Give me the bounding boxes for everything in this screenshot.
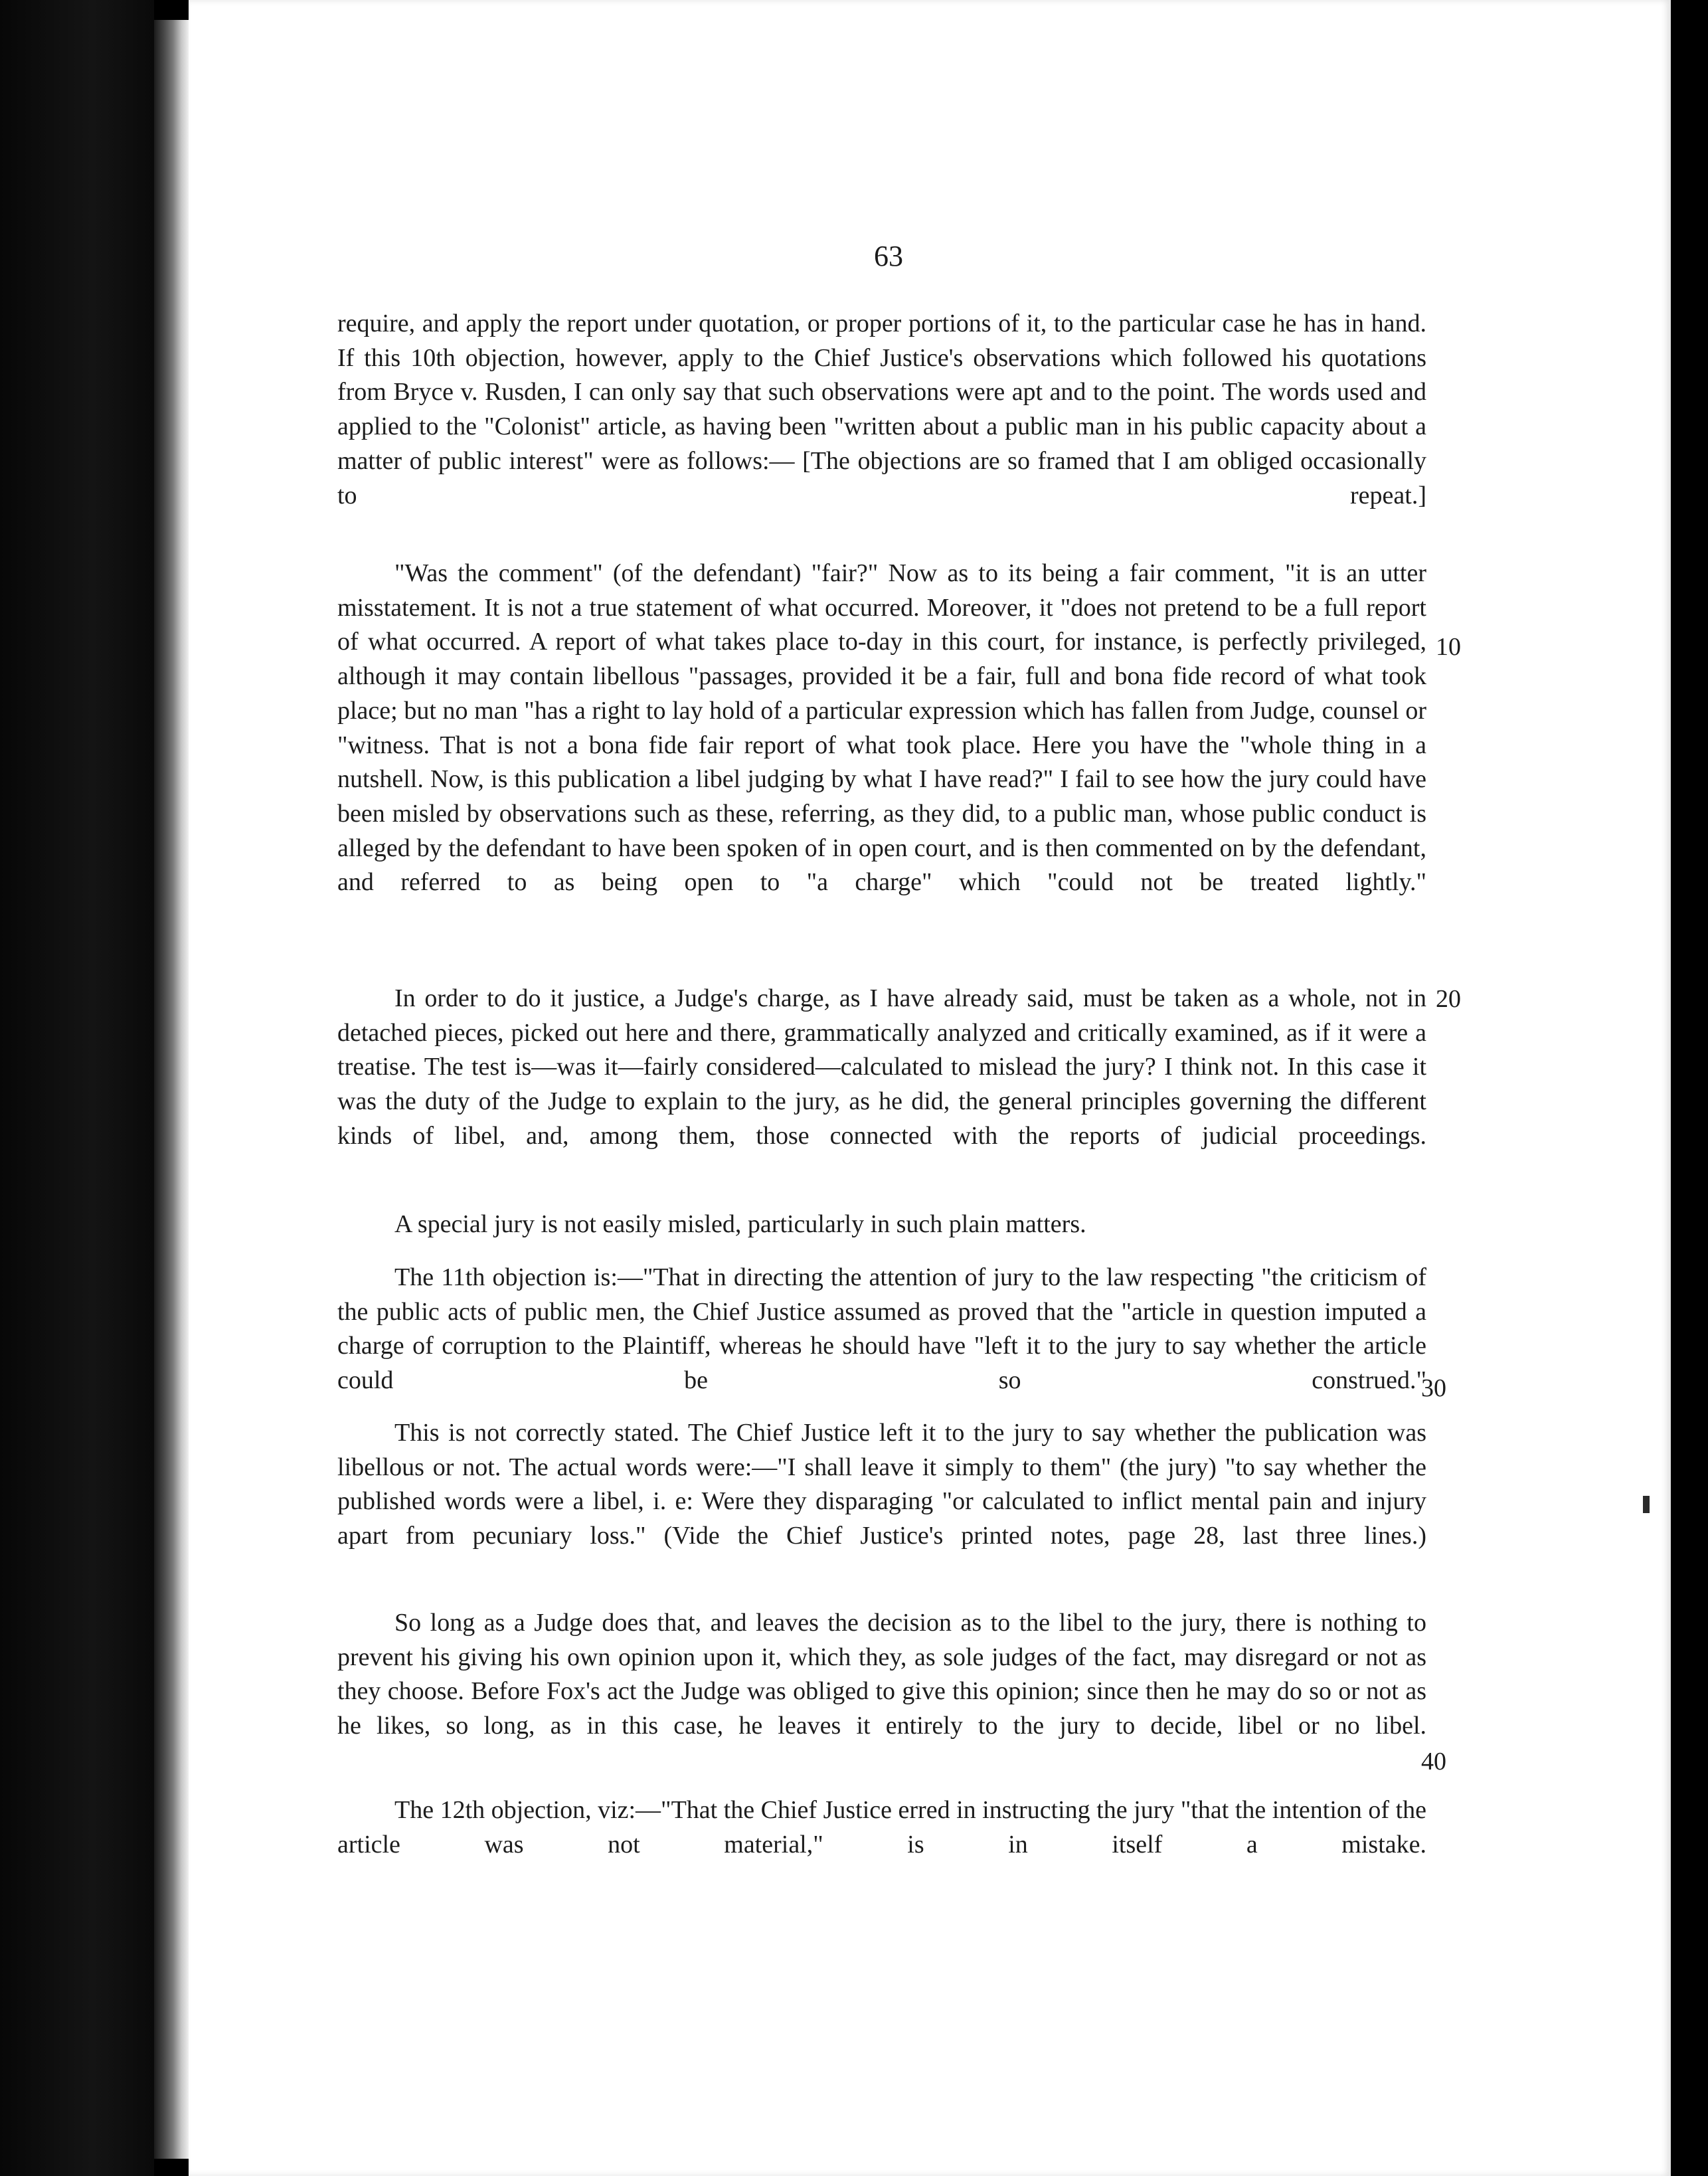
line-number-20: 20 bbox=[1436, 985, 1461, 1013]
line-number-10: 10 bbox=[1436, 633, 1461, 661]
paragraph-3: In order to do it justice, a Judge's charge, as I have already said, must be taken as a whole, not in detached pieces, picked out here and there, grammatically analyzed and critically examined, as if it were a treatise. The test is—was it—fairly considered—calculated to mislead the jury? I think not. In this case it was the duty of the Judge to explain to the jury, as he did, the general principles governing the different kinds of libel, and, among them, those connected with the reports of judicial proceedings. bbox=[337, 984, 1426, 1150]
page-number: 63 bbox=[874, 240, 903, 272]
scan-left-margin bbox=[0, 0, 154, 2176]
book-spine-shadow bbox=[154, 20, 189, 2159]
paragraph-7: So long as a Judge does that, and leaves the decision as to the libel to the jury, there is nothing to prevent his giving his own opinion upon it, which they, as sole judges of the fact, may disregard or not as they choose. Before Fox's act the Judge was obliged to give this opinion; since then he may do so or not as he likes, so long, as in this case, he leaves it entirely to the jury to decide, libel or no libel. bbox=[337, 1609, 1426, 1740]
paragraph-1: require, and apply the report under quotation, or proper portions of it, to the particular case he has in hand. If this 10th objection, however, apply to the Chief Justice's observations which followed his quotations from Bryce v. Rusden, I can only say that such observations were apt and to the point. The words used and applied to the "Colonist" article, as having been "written about a public man in his public capacity about a matter of public interest" were as follows:— [The objections are so framed that I am obliged occasionally to repeat.] bbox=[337, 310, 1426, 509]
scan-speck bbox=[1643, 1496, 1650, 1513]
paragraph-6: This is not correctly stated. The Chief Justice left it to the jury to say whether the publication was libellous or not. The actual words were:—"I shall leave it simply to them" (the jury) "to say whether the published words were a libel, i. e: Were they disparaging "or calculated to inflict mental pain and injury apart from pecuniary loss." (Vide the Chief Justice's printed notes, page 28, last three lines.) bbox=[337, 1419, 1426, 1550]
paragraph-5: The 11th objection is:—"That in directing the attention of jury to the law respecting "the criticism of the public acts of public men, the Chief Justice assumed as proved that the "article in question imputed a charge of corruption to the Plaintiff, whereas he should have "left it to the jury to say whether the article could be so construed." bbox=[337, 1263, 1426, 1395]
line-number-40: 40 bbox=[1421, 1748, 1446, 1775]
line-number-30: 30 bbox=[1421, 1374, 1446, 1402]
paragraph-4: A special jury is not easily misled, particularly in such plain matters. bbox=[394, 1210, 1086, 1238]
paragraph-8: The 12th objection, viz:—"That the Chief Justice erred in instructing the jury "that the intention of the article was not material," is in itself a mistake. bbox=[337, 1796, 1426, 1859]
paragraph-2: "Was the comment" (of the defendant) "fair?" Now as to its being a fair comment, "it is an utter misstatement. It is not a true statement of what occurred. Moreover, it "does not pretend to be a full report of what occurred. A report of what takes place to-day in this court, for instance, is perfectly privileged, although it may contain libellous "passages, provided it be a fair, full and bona fide record of what took place; but no man "has a right to lay hold of a particular expression which has fallen from Judge, counsel or "witness. That is not a bona fide fair report of what took place. Here you have the "whole thing in a nutshell. Now, is this publication a libel judging by what I have read?" I fail to see how the jury could have been misled by observations such as these, referring, as they did, to a public man, whose public conduct is alleged by the defendant to have been spoken of in open court, and is then commented on by the defendant, and referred to as being open to "a charge" which "could not be treated lightly." bbox=[337, 559, 1426, 897]
scan-right-margin bbox=[1671, 0, 1708, 2176]
